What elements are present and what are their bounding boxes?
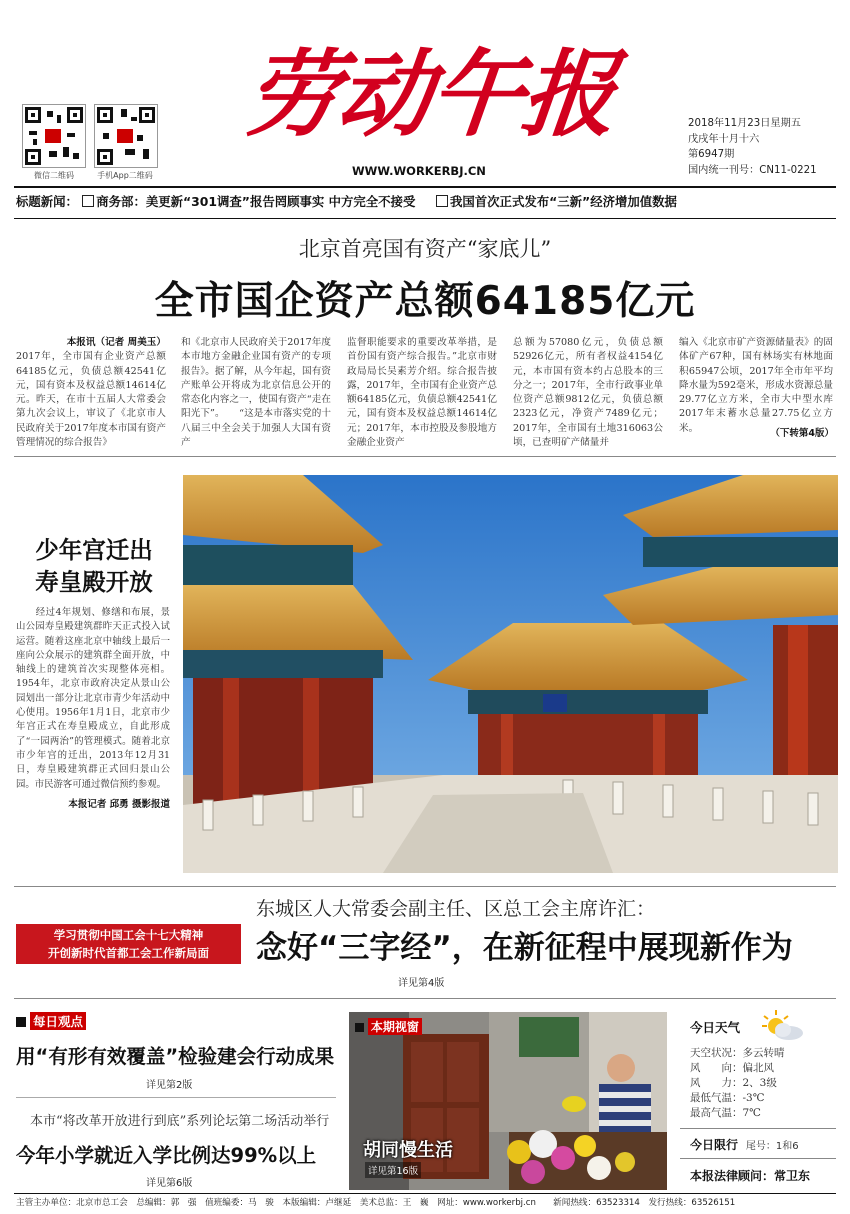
lead-column-3: 监督职能要求的重要改革举措，是首份国有资产综合报告。”北京市财政局局长吴素芳介绍。综合报告披露，2017年，全市国有企业资产总额64185亿元，负债总额42541亿元，国有资本及权益总额14614亿元；2017年，本市控股及参股地方金融企业资产 bbox=[347, 337, 497, 449]
opinion-header bbox=[16, 1012, 86, 1030]
feature-title-line-2: 寿皇殿开放 bbox=[35, 568, 153, 596]
masthead-logo: 劳动午报 bbox=[240, 40, 620, 150]
lead-rule bbox=[14, 456, 836, 457]
union-rule bbox=[14, 998, 836, 999]
lead-column-2: 和《北京市人民政府关于2017年度本市地方金融企业国有资产的专项报告》。据了解，从今年起，国有资产账单公开将成为北京信息公开的常态化内容之一，使国有资产“走在阳光下”。 “这是本市落实党的十八届三中全会关于加强人大国有资产 bbox=[181, 337, 331, 449]
feature-body: 经过4年规划、修缮和布展，景山公园寿皇殿建筑群昨天正式投入试运营。随着这座北京中轴线上最后一座向公众展示的建筑群全面开放，中轴线上的建筑首次实现整体亮相。1954年，北京市政府决定从景山公园划出一部分让北京市青少年活动中心使用。1956年1月1日，北京市少年宫正式在寿皇殿成立，自此形成了“一园两治”的管理模式。随着北京市少年宫的迁出，2013年12月31日，寿皇殿建筑群正式回归景山公园。市民游客可通过微信预约参观。 bbox=[16, 607, 170, 790]
photo-window-badge-row bbox=[355, 1018, 422, 1035]
square-bullet-icon bbox=[355, 1023, 364, 1032]
footer-rule bbox=[14, 1193, 836, 1194]
masthead-dateblock bbox=[688, 116, 817, 178]
photo-window-caption[interactable]: 胡同慢生活 bbox=[363, 1140, 453, 1161]
photo-window bbox=[349, 1012, 667, 1190]
feature-title-line-1: 少年宫迁出 bbox=[35, 536, 153, 564]
union-title[interactable]: 念好“三字经”，在新征程中展现新作为 bbox=[256, 930, 793, 966]
photo-window-see-page[interactable]: 详见第16版 bbox=[365, 1162, 421, 1178]
traffic-row bbox=[690, 1136, 799, 1153]
masthead-website: WWW.WORKERBJ.CN bbox=[352, 164, 486, 178]
issue-date: 2018年11月23日星期五 bbox=[688, 118, 801, 129]
lead-byline: 本报讯（记者 周美玉） bbox=[66, 337, 166, 348]
headline-1[interactable]: 美更新“301调查”报告罔顾事实 中方完全不接受 bbox=[145, 194, 416, 209]
feature-credit: 本报记者 邱勇 摄影报道 bbox=[68, 799, 170, 810]
weather-details bbox=[690, 1046, 785, 1121]
education-kicker: 本市“将改革开放进行到底”系列论坛第二场活动举行 bbox=[30, 1114, 330, 1129]
union-banner-line-1: 学习贯彻中国工会十七大精神 bbox=[53, 928, 204, 942]
feature-title bbox=[14, 534, 174, 598]
legal-advisor: 本报法律顾问：常卫东 bbox=[690, 1169, 811, 1183]
app-qr-code bbox=[94, 104, 158, 168]
opinion-see-page[interactable]: 详见第2版 bbox=[146, 1080, 193, 1091]
square-bullet-icon bbox=[16, 1017, 26, 1027]
weather-wind-direction: 风 向：偏北风 bbox=[690, 1062, 774, 1074]
lead-kicker: 北京首亮国有资产“家底儿” bbox=[298, 237, 552, 261]
union-kicker: 东城区人大常委会副主任、区总工会主席许汇： bbox=[256, 898, 656, 920]
weather-wind-force: 风 力：2、3级 bbox=[690, 1077, 777, 1089]
weather-low-temp: 最低气温：-3℃ bbox=[690, 1092, 765, 1104]
headlines-label: 标题新闻： bbox=[16, 194, 78, 209]
lead-column-1 bbox=[16, 336, 166, 449]
education-see-page[interactable]: 详见第6版 bbox=[146, 1178, 193, 1189]
union-banner-line-2: 开创新时代首都工会工作新局面 bbox=[48, 946, 209, 960]
traffic-title: 今日限行 bbox=[690, 1138, 739, 1152]
traffic-plates: 尾号：1和6 bbox=[745, 1141, 799, 1152]
serial-number: 国内统一刊号：CN11-0221 bbox=[688, 164, 817, 176]
opinion-title[interactable]: 用“有形有效覆盖”检验建会行动成果 bbox=[16, 1045, 335, 1068]
opinion-badge: 每日观点 bbox=[30, 1012, 86, 1030]
headlines-bar bbox=[16, 193, 836, 211]
lead-continued[interactable]: （下转第4版） bbox=[770, 428, 834, 439]
wechat-qr-label: 微信二维码 bbox=[34, 171, 74, 180]
photo-window-badge: 本期视窗 bbox=[368, 1018, 422, 1035]
footer-credits: 主管主办单位：北京市总工会 总编辑：郭 强 值班编委：马 骏 本版编辑：卢继延 美术总监：王 巍 网址：www.workerbj.cn 新闻热线：63523314 发行热线：63526151 bbox=[16, 1198, 736, 1208]
union-see-page[interactable]: 详见第4版 bbox=[398, 978, 445, 989]
sun-cloud-icon bbox=[758, 1008, 806, 1042]
headline-2[interactable]: 我国首次正式发布“三新”经济增加值数据 bbox=[450, 194, 677, 209]
temple-photo bbox=[183, 475, 838, 873]
app-qr-label: 手机App二维码 bbox=[97, 171, 153, 180]
headline-1-prefix: 商务部： bbox=[96, 194, 146, 209]
checkbox-icon bbox=[436, 195, 448, 207]
lead-column-5: 编入《北京市矿产资源储量表》的固体矿产67种，国有林场实有林地面积65947公顷，2017年全市年平均降水量为592毫米，形成水资源总量29.77亿立方米，全市大中型水库2017年末蓄水总量27.75亿立方米。 bbox=[679, 337, 833, 434]
weather-high-temp: 最高气温：7℃ bbox=[690, 1107, 761, 1119]
checkbox-icon bbox=[82, 195, 94, 207]
weather-sky: 天空状况：多云转晴 bbox=[690, 1047, 785, 1059]
lunar-date: 戊戌年十月十六 bbox=[688, 133, 760, 145]
wechat-qr-code bbox=[22, 104, 86, 168]
weather-title: 今日天气 bbox=[690, 1020, 741, 1035]
headlines-rule bbox=[14, 218, 836, 219]
traffic-rule bbox=[680, 1128, 836, 1129]
lead-title[interactable]: 全市国企资产总额64185亿元 bbox=[154, 279, 696, 324]
masthead-rule bbox=[14, 186, 836, 188]
education-title[interactable]: 今年小学就近入学比例达99%以上 bbox=[16, 1144, 317, 1167]
lead-column-4: 总额为57080亿元，负债总额52926亿元，所有者权益4154亿元，本市国有资本约占总股本的三分之一；2017年，全市行政事业单位资产总额9812亿元，负债总额2323亿元，净资产7489亿元；2017年，全市国有土地316063公顷，已查明矿产储量并 bbox=[513, 337, 663, 449]
issue-number: 第6947期 bbox=[688, 149, 735, 160]
lead-col1-text: 2017年，全市国有企业资产总额64185亿元，负债总额42541亿元，国有资本及权益总额14614亿元。昨天，在市十五届人大常委会第九次会议上，审议了《北京市人民政府关于2017年度本市国有资产管理情况的综合报告》 bbox=[16, 351, 166, 449]
union-banner bbox=[16, 924, 241, 964]
bottom-left-rule bbox=[16, 1097, 336, 1098]
feature-rule bbox=[14, 886, 836, 887]
temple-photo-illustration bbox=[183, 475, 838, 873]
legal-rule bbox=[680, 1158, 836, 1159]
